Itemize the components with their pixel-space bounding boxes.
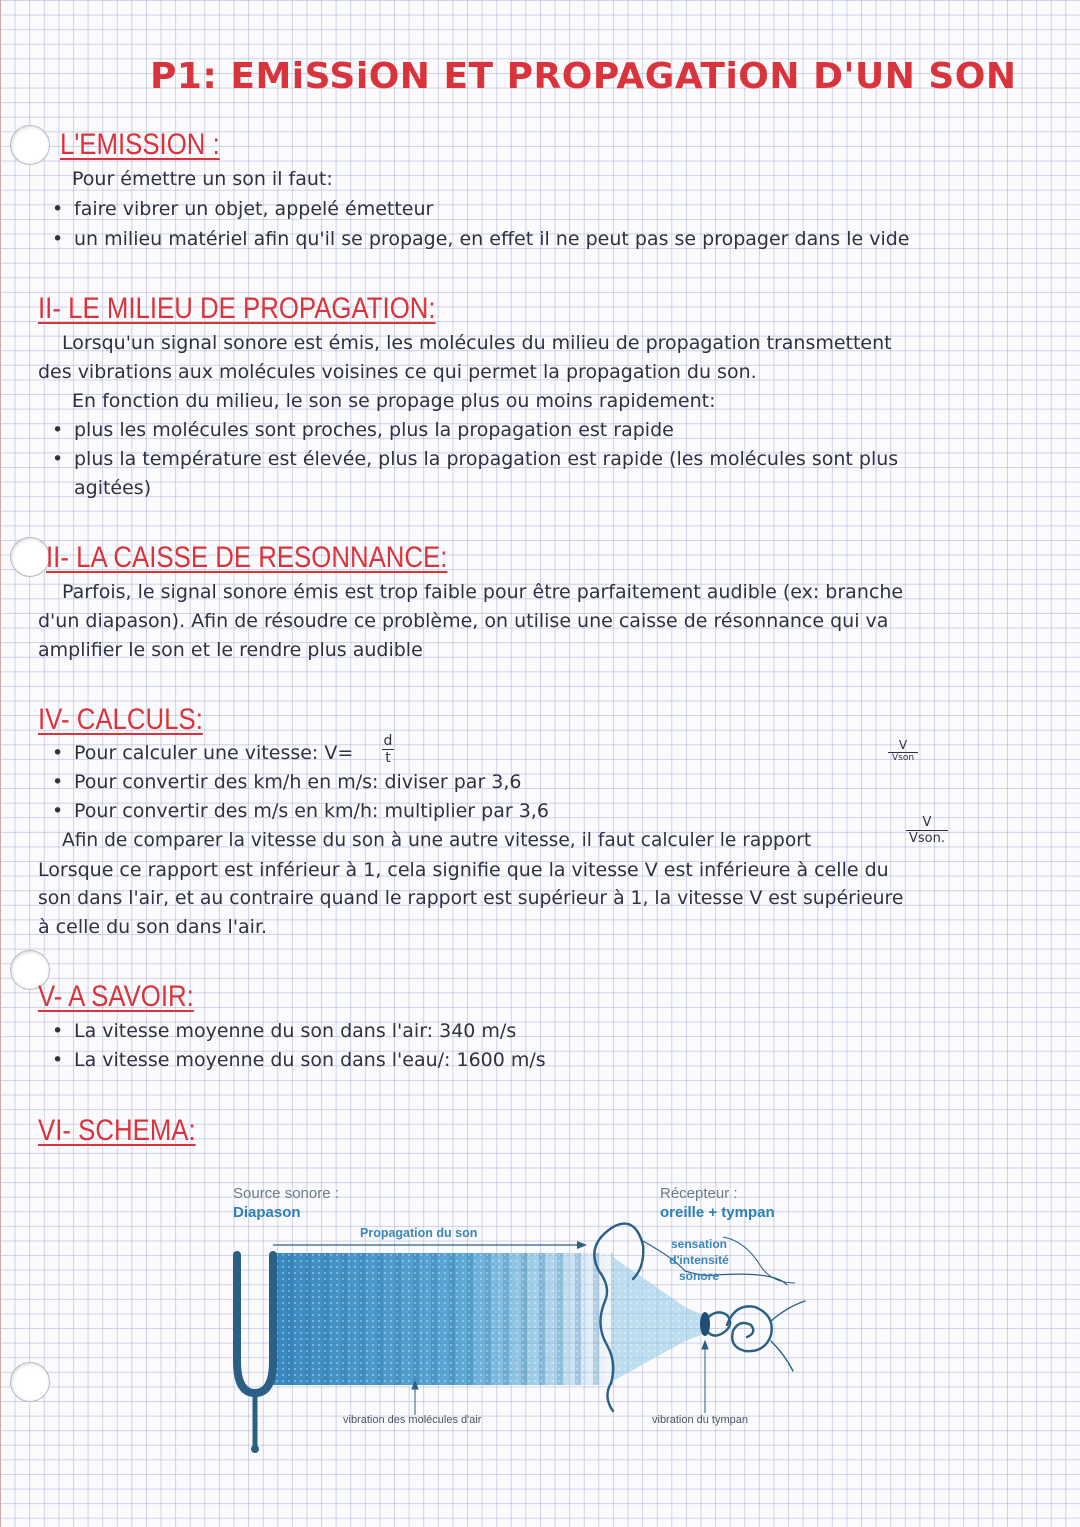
calculs-line-3: son dans l'air, et au contraire quand le rapport est supérieur à 1, la vitesse V est supérieure xyxy=(38,888,904,909)
tuning-fork-icon xyxy=(237,1255,273,1453)
ratio-fraction xyxy=(906,815,948,846)
calculs-bullet-1: Pour calculer une vitesse: V= xyxy=(74,742,354,764)
caisse-line-1: Parfois, le signal sonore émis est trop faible pour être parfaitement audible (ex: branche xyxy=(62,581,904,603)
milieu-bullet-2: plus la température est élevée, plus la propagation est rapide (les molécules sont plus xyxy=(74,448,899,470)
ratio-side-note xyxy=(888,738,918,763)
propagation-label: Propagation du son xyxy=(360,1226,478,1240)
caisse-line-2: d'un diapason). Afin de résoudre ce problème, on utilise une caisse de résonnance qui va xyxy=(38,610,889,632)
bullet-icon: • xyxy=(52,771,64,793)
binder-hole xyxy=(10,125,50,165)
calculs-line-4: à celle du son dans l'air. xyxy=(38,916,268,938)
calculs-line-1: Afin de comparer la vitesse du son à une autre vitesse, il faut calculer le rapport xyxy=(62,830,812,851)
emission-bullet-1: faire vibrer un objet, appelé émetteur xyxy=(74,198,434,220)
air-vibration-label: vibration des molécules d'air xyxy=(343,1414,482,1426)
bullet-icon: • xyxy=(52,800,64,822)
savoir-bullet-2: La vitesse moyenne du son dans l'eau/: 1600 m/s xyxy=(74,1049,546,1071)
milieu-para-line-2: des vibrations aux molécules voisines ce qui permet la propagation du son. xyxy=(38,361,757,383)
sensation-line-1: sensation xyxy=(670,1237,727,1251)
ratio-numerator: V xyxy=(906,815,948,831)
emission-intro: Pour émettre un son il faut: xyxy=(72,168,333,190)
ratio-denominator: Vson. xyxy=(909,831,945,846)
heading-caisse: II- LA CAISSE DE RESONNANCE: xyxy=(46,541,448,574)
sensation-line-2: d'intensité xyxy=(669,1253,729,1267)
bullet-icon: • xyxy=(52,419,64,441)
page-title: P1: EMiSSiON ET PROPAGATiON D'UN SON xyxy=(150,56,1017,97)
heading-schema: VI- SCHEMA: xyxy=(38,1114,196,1147)
binder-hole xyxy=(10,537,50,577)
bullet-icon: • xyxy=(52,1049,64,1071)
ratio-side-numerator: V xyxy=(888,738,918,753)
heading-calculs: IV- CALCULS: xyxy=(38,703,203,736)
binder-hole xyxy=(10,1362,50,1402)
bullet-icon: • xyxy=(52,228,64,250)
tympan-vibration-label: vibration du tympan xyxy=(652,1414,748,1426)
calculs-bullet-3: Pour convertir des m/s en km/h: multiplier par 3,6 xyxy=(74,800,549,822)
source-name: Diapason xyxy=(233,1204,301,1221)
bullet-icon: • xyxy=(52,198,64,220)
propagation-arrow xyxy=(273,1241,587,1249)
calculs-bullet-2: Pour convertir des km/h en m/s: diviser par 3,6 xyxy=(74,771,522,793)
sensation-line-3: sonore xyxy=(678,1269,719,1283)
sound-propagation-diagram xyxy=(215,1175,835,1475)
milieu-bullet-2-cont: agitées) xyxy=(74,477,152,499)
bullet-icon: • xyxy=(52,742,64,764)
heading-savoir: V- A SAVOIR: xyxy=(38,980,194,1013)
bullet-icon: • xyxy=(52,1020,64,1042)
receiver-name: oreille + tympan xyxy=(660,1204,775,1221)
receiver-label: Récepteur : xyxy=(660,1185,738,1202)
emission-bullet-2: un milieu matériel afin qu'il se propage, en effet il ne peut pas se propager dans le vide xyxy=(74,228,910,250)
bullet-icon: • xyxy=(52,448,64,470)
source-label: Source sonore : xyxy=(233,1185,339,1202)
speed-formula-fraction xyxy=(382,733,394,766)
milieu-para-line-3: En fonction du milieu, le son se propage plus ou moins rapidement: xyxy=(72,390,716,412)
milieu-para-line-1: Lorsqu'un signal sonore est émis, les molécules du milieu de propagation transmettent xyxy=(62,332,892,354)
fraction-numerator: d xyxy=(383,733,393,749)
fraction-denominator: t xyxy=(385,750,391,766)
heading-milieu: II- LE MILIEU DE PROPAGATION: xyxy=(38,292,436,325)
heading-emission: L'EMISSION : xyxy=(60,128,220,161)
air-molecules-region xyxy=(273,1253,707,1385)
milieu-bullet-1: plus les molécules sont proches, plus la propagation est rapide xyxy=(74,419,674,441)
caisse-line-3: amplifier le son et le rendre plus audible xyxy=(38,639,423,661)
sensation-label xyxy=(663,1236,735,1284)
savoir-bullet-1: La vitesse moyenne du son dans l'air: 340 m/s xyxy=(74,1020,517,1042)
calculs-line-2: Lorsque ce rapport est inférieur à 1, cela signifie que la vitesse V est inférieure à celle du xyxy=(38,859,889,881)
ratio-side-denominator: Vson xyxy=(891,753,915,763)
paper-margin xyxy=(0,0,1,1527)
